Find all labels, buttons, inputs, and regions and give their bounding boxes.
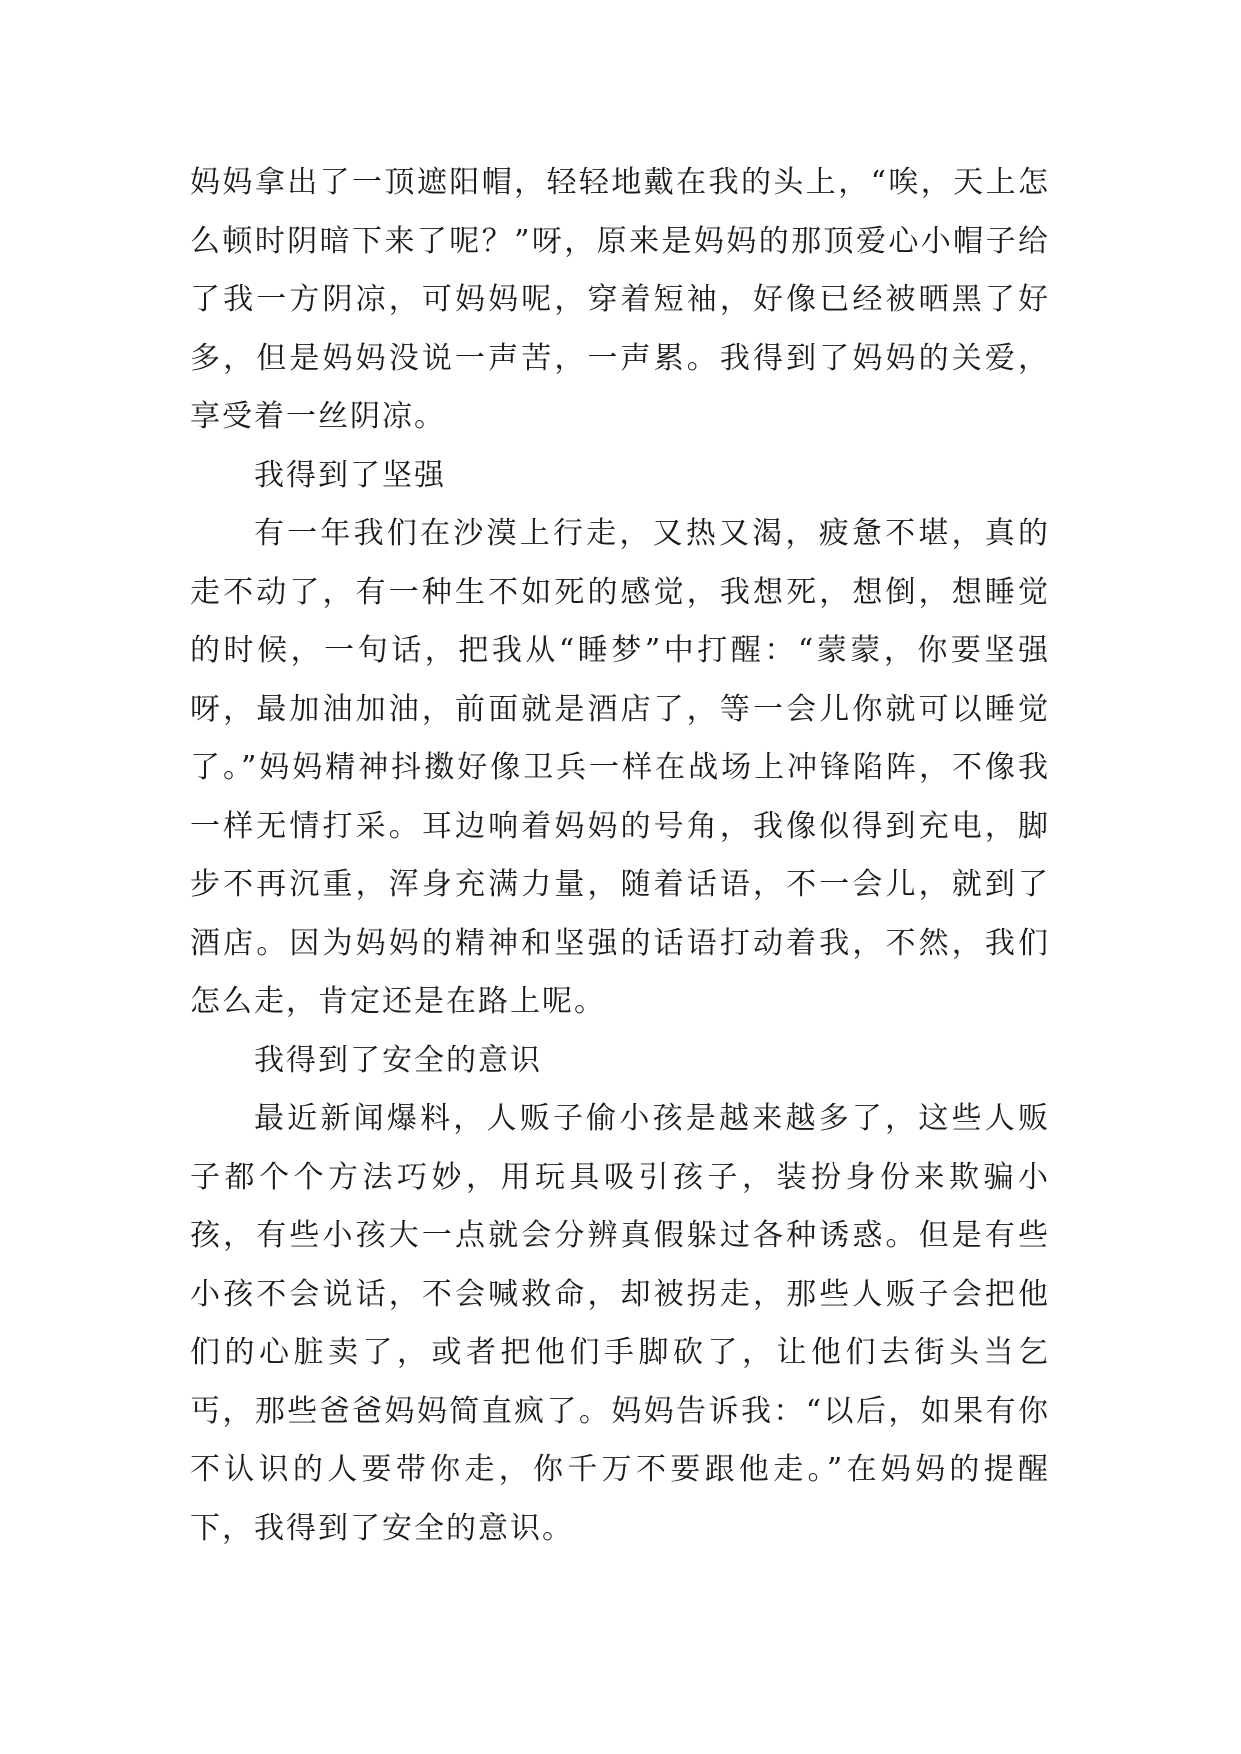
section-heading-strength: 我得到了坚强: [254, 457, 446, 493]
document-body: [190, 154, 1050, 1558]
paragraph-child-trafficking-warning: 最近新闻爆料，人贩子偷小孩是越来越多了，这些人贩子都个个方法巧妙，用玩具吸引孩子，装扮身份来欺骗小孩，有些小孩大一点就会分辨真假躲过各种诱惑。但是有些小孩不会说话，不会喊救命，却被拐走，那些人贩子会把他们的心脏卖了，或者把他们手脚砍了，让他们去街头当乞丐，那些爸爸妈妈简直疯了。妈妈告诉我：“以后，如果有你不认识的人要带你走，你千万不要跟他走。”在妈妈的提醒下，我得到了安全的意识。: [190, 1101, 1050, 1546]
paragraph-mothers-sunhat: 妈妈拿出了一顶遮阳帽，轻轻地戴在我的头上，“唉，天上怎么顿时阴暗下来了呢？”呀，原来是妈妈的那顶爱心小帽子给了我一方阴凉，可妈妈呢，穿着短袖，好像已经被晒黑了好多，但是妈妈没说一声苦，一声累。我得到了妈妈的关爱，享受着一丝阴凉。: [190, 165, 1050, 434]
paragraph-desert-walk: 有一年我们在沙漠上行走，又热又渴，疲惫不堪，真的走不动了，有一种生不如死的感觉，我想死，想倒，想睡觉的时候，一句话，把我从“睡梦”中打醒：“蒙蒙，你要坚强呀，最加油加油，前面就是酒店了，等一会儿你就可以睡觉了。”妈妈精神抖擞好像卫兵一样在战场上冲锋陷阵，不像我一样无情打采。耳边响着妈妈的号角，我像似得到充电，脚步不再沉重，浑身充满力量，随着话语，不一会儿，就到了酒店。因为妈妈的精神和坚强的话语打动着我，不然，我们怎么走，肯定还是在路上呢。: [190, 516, 1050, 1019]
section-heading-safety-awareness: 我得到了安全的意识: [254, 1042, 542, 1078]
